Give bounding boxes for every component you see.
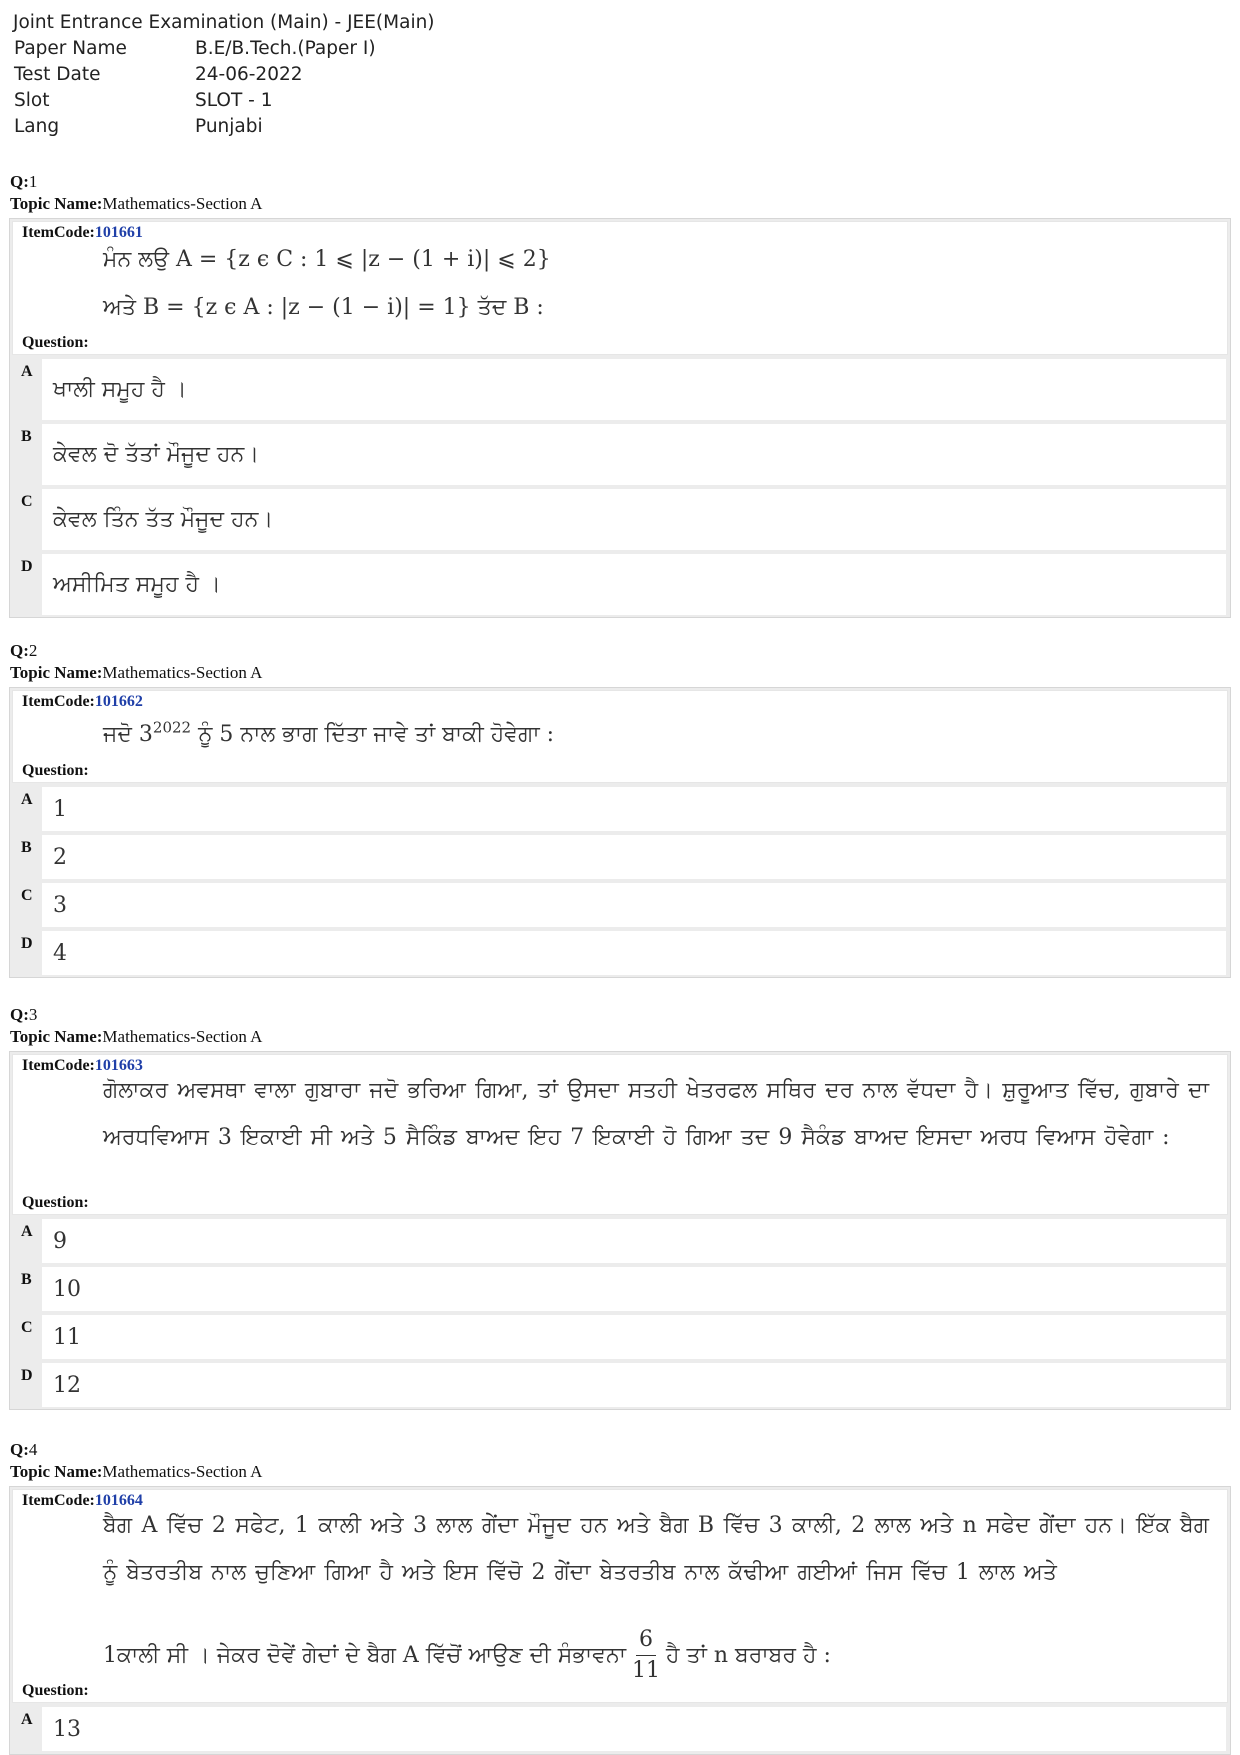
option-letter: C (21, 493, 33, 510)
option-letter: A (21, 1223, 33, 1240)
option-row[interactable] (12, 487, 1228, 550)
question-text-part: ਜਦੋ 3 (103, 722, 153, 747)
question-text-part: ਨੂੰ 5 ਨਾਲ ਭਾਗ ਦਿੱਤਾ ਜਾਵੇ ਤਾਂ ਬਾਕੀ ਹੋਵੇਗਾ : (191, 722, 555, 747)
fraction (632, 1625, 660, 1686)
meta-value: SLOT - 1 (195, 90, 273, 111)
option-letter: B (21, 1271, 32, 1288)
option-text: ਖਾਲੀ ਸਮੂਹ ਹੈ । (42, 359, 1226, 420)
meta-value: 24-06-2022 (195, 64, 303, 85)
item-code-value: 101662 (94, 693, 143, 710)
meta-key: Test Date (14, 64, 101, 85)
item-code-prefix: ItemCode: (22, 693, 95, 710)
question-label: Question: (22, 762, 89, 779)
option-row[interactable] (12, 552, 1228, 615)
q-prefix: Q: (10, 1005, 29, 1024)
meta-row-slot (13, 88, 435, 114)
option-text: 2 (42, 835, 1226, 879)
question-body (12, 1054, 1228, 1215)
question-3-block (9, 1051, 1231, 1410)
option-row[interactable] (12, 422, 1228, 485)
question-number (10, 1439, 262, 1461)
meta-key: Lang (14, 116, 60, 137)
exam-header (13, 10, 435, 140)
question-text-part: 1ਕਾਲੀ ਸੀ । ਜੇਕਰ ਦੋਵੇਂ ਗੇਦਾਂ ਦੇ ਬੈਗ A ਵਿੱਚੋਂ ਆਉਣ ਦੀ ਸੰਭਾਵਨਾ (103, 1642, 627, 1668)
question-text (103, 711, 1209, 759)
fraction-numerator: 6 (636, 1625, 656, 1656)
topic-name (10, 193, 262, 215)
question-number (10, 171, 262, 193)
topic-prefix: Topic Name: (10, 194, 103, 213)
question-label: Question: (22, 1682, 89, 1699)
q-number: 3 (28, 1005, 38, 1024)
option-row[interactable] (12, 785, 1228, 831)
option-row[interactable] (12, 1361, 1228, 1407)
option-row[interactable] (12, 1313, 1228, 1359)
option-letter: A (21, 1711, 33, 1728)
item-code-value: 101663 (94, 1057, 143, 1074)
option-text: ਕੇਵਲ ਦੋ ਤੱਤਾਂ ਮੌਜੂਦ ਹਨ। (42, 424, 1226, 485)
topic-prefix: Topic Name: (10, 663, 103, 682)
option-row[interactable] (12, 1217, 1228, 1263)
option-text: 4 (42, 931, 1226, 975)
option-text: 13 (42, 1707, 1226, 1751)
q-prefix: Q: (10, 641, 29, 660)
item-code-prefix: ItemCode: (22, 224, 95, 241)
option-letter: C (21, 1319, 33, 1336)
meta-value: Punjabi (195, 116, 263, 137)
item-code-prefix: ItemCode: (22, 1492, 95, 1509)
meta-key: Paper Name (14, 38, 127, 59)
topic-prefix: Topic Name: (10, 1462, 103, 1481)
question-text-last-line (103, 1620, 1209, 1690)
question-label: Question: (22, 1194, 89, 1211)
option-row[interactable] (12, 929, 1228, 975)
question-number (10, 640, 262, 662)
option-letter: D (21, 558, 33, 575)
question-1-head (10, 171, 262, 215)
topic-name (10, 1461, 262, 1483)
topic-name (10, 1026, 262, 1048)
meta-row-lang (13, 114, 435, 140)
option-text: 1 (42, 787, 1226, 831)
option-text: ਅਸੀਮਿਤ ਸਮੂਹ ਹੈ । (42, 554, 1226, 615)
option-letter: B (21, 839, 32, 856)
option-text: 11 (42, 1315, 1226, 1359)
item-code (22, 693, 143, 711)
meta-row-test-date (13, 62, 435, 88)
question-text-part: ਹੈ ਤਾਂ n ਬਰਾਬਰ ਹੈ : (666, 1642, 831, 1668)
question-text: ਗੋਲਾਕਰ ਅਵਸਥਾ ਵਾਲਾ ਗੁਬਾਰਾ ਜਦੋ ਭਰਿਆ ਗਿਆ, ਤਾਂ ਉਸਦਾ ਸਤਹੀ ਖੇਤਰਫਲ ਸਥਿਰ ਦਰ ਨਾਲ ਵੱਧਦਾ ਹੈ। ਸ਼ੁਰੂਆਤ ਵਿੱਚ, ਗੁਬਾਰੇ ਦਾ ਅਰਧਵਿਆਸ 3 ਇਕਾਈ ਸੀ ਅਤੇ 5 ਸੈਕਿੰਡ ਬਾਅਦ ਇਹ 7 ਇਕਾਈ ਹੋ ਗਿਆ ਤਦ 9 ਸੈਕੰਡ ਬਾਅਦ ਇਸਦਾ ਅਰਧ ਵਿਆਸ ਹੋਵੇਗਾ : (103, 1078, 1209, 1150)
q-prefix: Q: (10, 1440, 29, 1459)
question-line: ਅਤੇ B = {z ϵ A : |z − (1 − i)| = 1} ਤੱਦ B : (103, 295, 544, 320)
option-text: 10 (42, 1267, 1226, 1311)
item-code-value: 101661 (94, 224, 143, 241)
option-letter: D (21, 1367, 33, 1384)
question-4-block (9, 1486, 1231, 1755)
option-letter: B (21, 428, 32, 445)
option-letter: A (21, 791, 33, 808)
question-text (103, 236, 1209, 332)
topic-name (10, 662, 262, 684)
exponent: 2022 (152, 718, 192, 737)
fraction-denominator: 11 (632, 1657, 661, 1683)
question-2-head (10, 640, 262, 684)
option-letter: C (21, 887, 33, 904)
option-row[interactable] (12, 1265, 1228, 1311)
question-4-head (10, 1439, 262, 1483)
q-number: 2 (28, 641, 38, 660)
meta-value: B.E/B.Tech.(Paper I) (195, 38, 376, 59)
exam-title: Joint Entrance Examination (Main) - JEE(Main) (13, 12, 435, 33)
item-code-value: 101664 (94, 1492, 143, 1509)
option-letter: D (21, 935, 33, 952)
meta-row-paper-name (13, 36, 435, 62)
option-row[interactable] (12, 833, 1228, 879)
topic-value: Mathematics-Section A (102, 1027, 263, 1046)
topic-prefix: Topic Name: (10, 1027, 103, 1046)
question-line: ਮੰਨ ਲਉ A = {z ϵ C : 1 ⩽ |z − (1 + i)| ⩽ 2} (103, 247, 551, 272)
question-body (12, 690, 1228, 783)
question-2-block (9, 687, 1231, 978)
option-row[interactable] (12, 1705, 1228, 1751)
item-code-prefix: ItemCode: (22, 1057, 95, 1074)
option-text: 9 (42, 1219, 1226, 1263)
option-text: 3 (42, 883, 1226, 927)
question-body (12, 1489, 1228, 1703)
topic-value: Mathematics-Section A (102, 1462, 263, 1481)
option-text: 12 (42, 1363, 1226, 1407)
q-number: 1 (28, 172, 38, 191)
question-1-block (9, 218, 1231, 618)
question-text: ਬੈਗ A ਵਿੱਚ 2 ਸਫੇਟ, 1 ਕਾਲੀ ਅਤੇ 3 ਲਾਲ ਗੇਂਦਾ ਮੌਜੂਦ ਹਨ ਅਤੇ ਬੈਗ B ਵਿੱਚ 3 ਕਾਲੀ, 2 ਲਾਲ ਅਤੇ n ਸਫੇਦ ਗੇਂਦਾ ਹਨ। ਇੱਕ ਬੈਗ ਨੂੰ ਬੇਤਰਤੀਬ ਨਾਲ ਚੁਣਿਆ ਗਿਆ ਹੈ ਅਤੇ ਇਸ ਵਿੱਚੋ 2 ਗੇਂਦਾ ਬੇਤਰਤੀਬ ਨਾਲ ਕੱਢੀਆ ਗਈਆਂ ਜਿਸ ਵਿੱਚ 1 ਲਾਲ ਅਤੇ (103, 1513, 1209, 1585)
q-number: 4 (28, 1440, 38, 1459)
question-3-head (10, 1004, 262, 1048)
question-label: Question: (22, 334, 89, 351)
question-body (12, 221, 1228, 355)
q-prefix: Q: (10, 172, 29, 191)
topic-value: Mathematics-Section A (102, 663, 263, 682)
option-row[interactable] (12, 881, 1228, 927)
option-letter: A (21, 363, 33, 380)
option-text: ਕੇਵਲ ਤਿੰਨ ਤੱਤ ਮੌਜੂਦ ਹਨ। (42, 489, 1226, 550)
meta-key: Slot (14, 90, 50, 111)
topic-value: Mathematics-Section A (102, 194, 263, 213)
option-row[interactable] (12, 357, 1228, 420)
question-number (10, 1004, 262, 1026)
